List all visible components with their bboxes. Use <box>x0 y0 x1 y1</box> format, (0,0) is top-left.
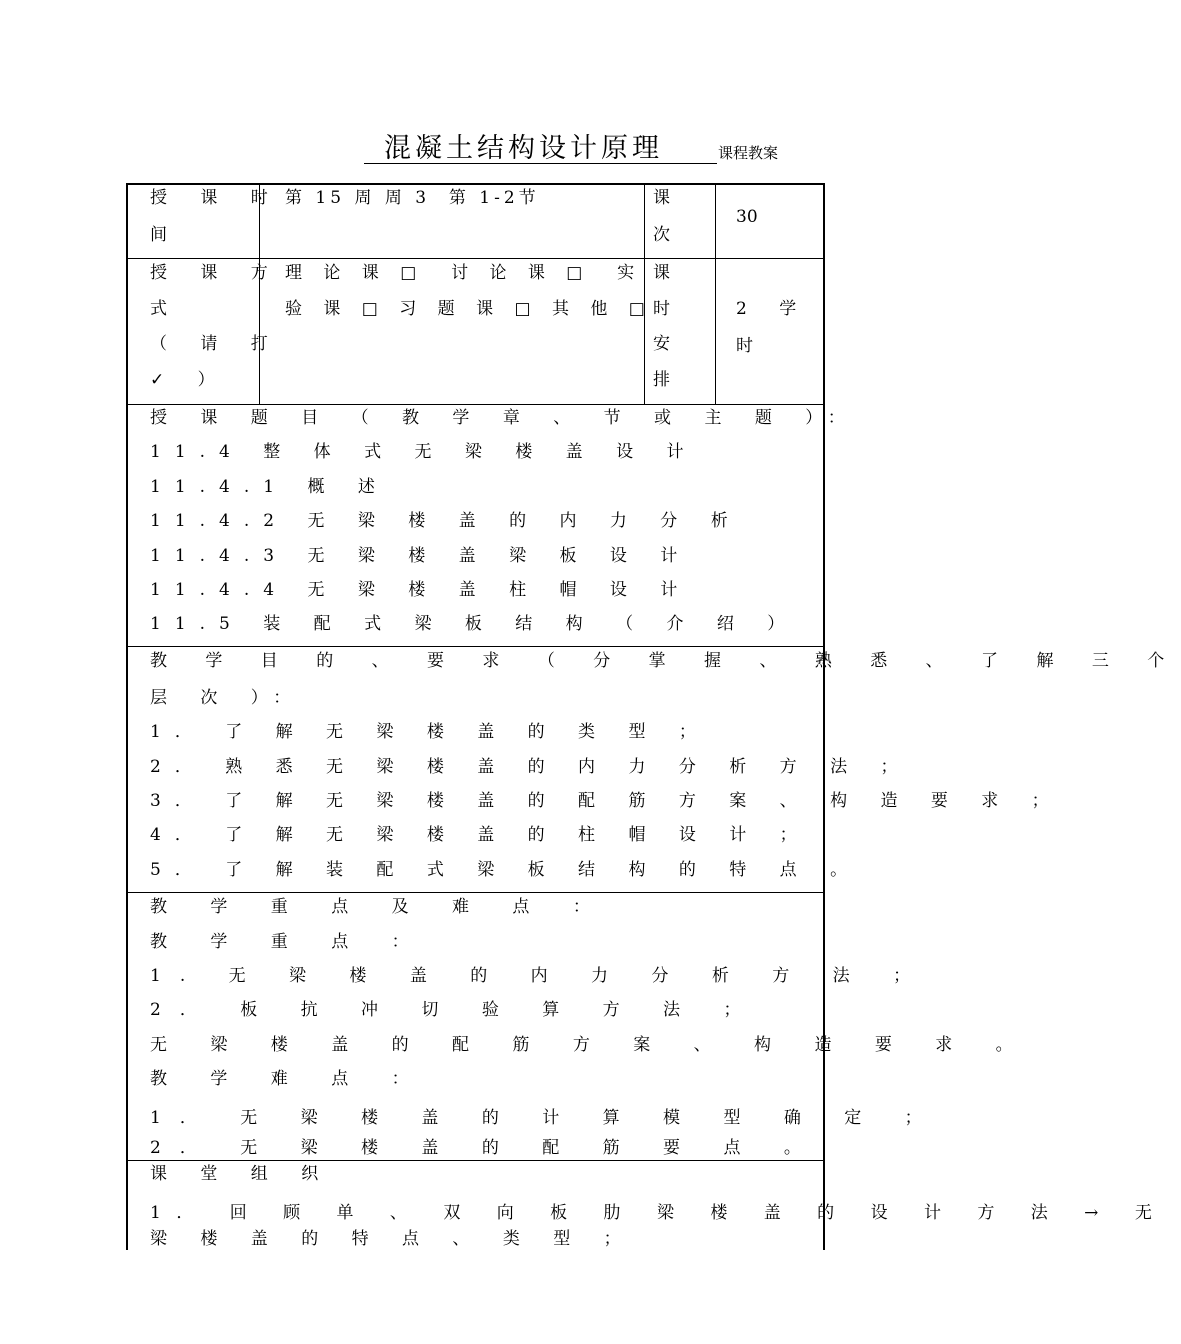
key-item: 1. 无 梁 楼 盖 的 内 力 分 析 方 法 ； <box>150 966 930 986</box>
objectives-heading-cont: 层 次 ）： <box>150 688 305 708</box>
column-divider <box>715 183 716 404</box>
organization-item-cont: 梁 楼 盖 的 特 点 、 类 型 ； <box>150 1229 635 1249</box>
teaching-mode-label: 授 课 方 <box>150 263 282 283</box>
class-hours-label-l2: 时 <box>653 299 670 319</box>
class-hours-value: 2 学 <box>736 299 797 319</box>
row-divider <box>126 646 825 647</box>
class-hours-label-l3: 安 <box>653 334 670 354</box>
row-divider <box>126 1160 825 1161</box>
key-heading: 教 学 重 点 ： <box>150 932 428 952</box>
class-hours-label-l4: 排 <box>653 370 670 390</box>
row-divider <box>126 404 825 405</box>
column-divider <box>259 183 260 404</box>
session-number: 30 <box>736 207 758 227</box>
objectives-heading: 教 学 目 的 、 要 求 （ 分 掌 握 、 熟 悉 、 了 解 三 个 <box>150 651 1181 671</box>
topic-item: 11.5 装 配 式 梁 板 结 构 （ 介 绍 ） <box>150 614 799 634</box>
column-divider <box>644 183 645 404</box>
objective-item: 3． 了 解 无 梁 楼 盖 的 配 筋 方 案 、 构 造 要 求 ； <box>150 791 1063 811</box>
class-time-label: 授 课 时 <box>150 188 282 208</box>
course-title-suffix: 课程教案 <box>718 144 779 162</box>
topic-item: 11.4 整 体 式 无 梁 楼 盖 设 计 <box>150 442 698 462</box>
organization-heading: 课 堂 组 织 <box>150 1164 333 1184</box>
class-hours-label-l1: 课 <box>653 263 670 283</box>
class-time-label-cont: 间 <box>150 225 167 245</box>
teaching-mode-label-l4: ✓ ） <box>150 370 229 390</box>
difficulty-item: 1． 无 梁 楼 盖 的 计 算 模 型 确 定 ； <box>150 1108 941 1128</box>
keypoints-heading: 教 学 重 点 及 难 点 ： <box>150 897 609 917</box>
teaching-mode-options: 理 论 课 □ 讨 论 课 □ 实 <box>285 263 643 283</box>
teaching-mode-label-l3: （ 请 打 <box>150 334 282 354</box>
organization-item: 1． 回 顾 单 、 双 向 板 肋 梁 楼 盖 的 设 计 方 法 → 无 <box>150 1203 1168 1223</box>
teaching-mode-label-l2: 式 <box>150 299 167 319</box>
objective-item: 5． 了 解 装 配 式 梁 板 结 构 的 特 点 。 <box>150 860 862 880</box>
key-item: 2． 板 抗 冲 切 验 算 方 法 ； <box>150 1000 760 1020</box>
key-item: 无 梁 楼 盖 的 配 筋 方 案 、 构 造 要 求 。 <box>150 1035 1032 1055</box>
topic-item: 11.4.1 概 述 <box>150 477 389 497</box>
class-hours-unit: 时 <box>736 336 753 356</box>
session-label-cont: 次 <box>653 225 670 245</box>
topic-item: 11.4.4 无 梁 楼 盖 柱 帽 设 计 <box>150 580 692 600</box>
topic-item: 11.4.2 无 梁 楼 盖 的 内 力 分 析 <box>150 511 742 531</box>
objective-item: 4． 了 解 无 梁 楼 盖 的 柱 帽 设 计 ； <box>150 825 811 845</box>
objective-item: 2． 熟 悉 无 梁 楼 盖 的 内 力 分 析 方 法 ； <box>150 757 912 777</box>
difficulty-item: 2． 无 梁 楼 盖 的 配 筋 要 点 。 <box>150 1138 820 1158</box>
row-divider <box>126 892 825 893</box>
course-title: 混凝土结构设计原理 <box>364 132 717 164</box>
row-divider <box>126 258 825 259</box>
teaching-mode-options-cont: 验 课 □ 习 题 课 □ 其 他 □ <box>285 299 653 319</box>
session-label: 课 <box>653 188 670 208</box>
topics-heading: 授 课 题 目 （ 教 学 章 、 节 或 主 题 ）： <box>150 408 859 428</box>
objective-item: 1． 了 解 无 梁 楼 盖 的 类 型 ； <box>150 722 710 742</box>
difficulty-heading: 教 学 难 点 ： <box>150 1069 428 1089</box>
topic-item: 11.4.3 无 梁 楼 盖 梁 板 设 计 <box>150 546 692 566</box>
class-time-value: 第 15 周 周 3 第 1-2节 <box>285 188 540 208</box>
